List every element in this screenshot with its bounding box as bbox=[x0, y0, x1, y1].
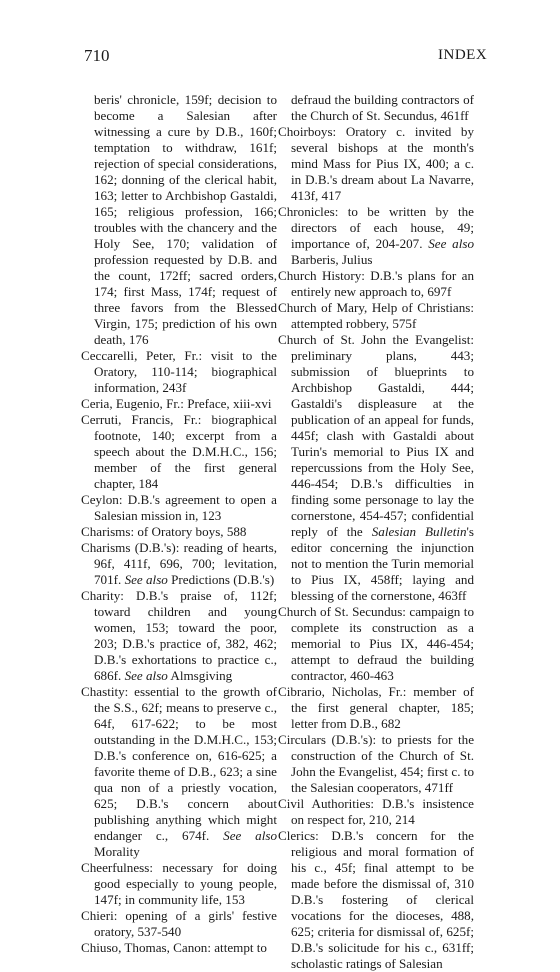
index-entry: Cibrario, Nicholas, Fr.: member of the first general chapter, 185; letter from D.B., 682 bbox=[278, 684, 474, 731]
index-entry: Charisms (D.B.'s): reading of hearts, 96f, 411f, 696, 700; levitation, 701f. See also Predictions (D.B.'s) bbox=[81, 540, 277, 587]
index-column-right bbox=[278, 92, 474, 972]
index-entry: Church History: D.B.'s plans for an entirely new approach to, 697f bbox=[278, 268, 474, 299]
index-column-left bbox=[81, 92, 277, 956]
index-entry: Circulars (D.B.'s): to priests for the construction of the Church of St. John the Evangelist, 454; first c. to the Salesian cooperators, 471ff bbox=[278, 732, 474, 795]
page-number: 710 bbox=[84, 46, 110, 65]
index-entry: Chronicles: to be written by the directors of each house, 49; importance of, 204-207. See also Barberis, Julius bbox=[278, 204, 474, 267]
index-entry: Choirboys: Oratory c. invited by several bishops at the month's mind Mass for Pius IX, 400; a c. in D.B.'s dream about La Navarre, 413f, 417 bbox=[278, 124, 474, 203]
index-entry: Charity: D.B.'s praise of, 112f; toward children and young women, 153; toward the poor, 203; D.B.'s practice of, 382, 462; D.B.'s exhortations to practice c., 686f. See also Almsgiving bbox=[81, 588, 277, 683]
index-entry: Cerruti, Francis, Fr.: biographical footnote, 140; excerpt from a speech about the D.M.H.C., 156; member of the first general chapter, 184 bbox=[81, 412, 277, 491]
index-entry: Church of Mary, Help of Christians: attempted robbery, 575f bbox=[278, 300, 474, 331]
index-entry: Church of St. John the Evangelist: preliminary plans, 443; submission of blueprints to Archbishop Gastaldi, 444; Gastaldi's displeasure at the publication of an appeal for funds, 445f; clash with Gastaldi about Turin's memorial to Pius IX and repercussions from the Holy See, 446-454; D.B.'s difficulties in finding some personage to lay the cornerstone, 454-457; confidential reply of the Salesian Bulletin's editor concerning the injunction not to mention the Turin memorial to Pius IX, 458ff; laying and blessing of the cornerstone, 463ff bbox=[278, 332, 474, 603]
index-entry: Church of St. Secundus: campaign to complete its construction as a memorial to Pius IX, 446-454; attempt to defraud the building contractor, 460-463 bbox=[278, 604, 474, 683]
index-entry-continued: defraud the building contractors of the Church of St. Secundus, 461ff bbox=[291, 92, 474, 123]
index-entry: Ceria, Eugenio, Fr.: Preface, xiii-xvi bbox=[81, 396, 272, 411]
index-entry-continued: beris' chronicle, 159f; decision to become a Salesian after witnessing a cure by D.B., 160f; temptation to withdraw, 161f; rejection of special considerations, 162; donning of the clerical habit, 163; letter to Archbishop Gastaldi, 165; religious profession, 166; troubles with the chancery and the Holy See, 170; validation of profession requested by D.B. and the count, 172ff; sacred orders, 174; first Mass, 174f; request of three favors from the Blessed Virgin, 175; prediction of his own death, 176 bbox=[94, 92, 277, 347]
index-entry: Chastity: essential to the growth of the S.S., 62f; means to preserve c., 64f, 617-622; to be most outstanding in the D.M.H.C., 153; D.B.'s conference on, 616-625; a favorite theme of D.B., 623; a sine qua non of a priestly vocation, 625; D.B.'s concern about publishing anything which might endanger c., 674f. See also Morality bbox=[81, 684, 277, 859]
index-entry: Cheerfulness: necessary for doing good especially to young people, 147f; in community life, 153 bbox=[81, 860, 277, 907]
index-entry: Charisms: of Oratory boys, 588 bbox=[81, 524, 247, 539]
index-entry: Chieri: opening of a girls' festive oratory, 537-540 bbox=[81, 908, 277, 939]
index-entry: Chiuso, Thomas, Canon: attempt to bbox=[81, 940, 267, 955]
index-entry: Ceylon: D.B.'s agreement to open a Salesian mission in, 123 bbox=[81, 492, 277, 523]
running-head: INDEX bbox=[438, 47, 488, 63]
index-entry: Civil Authorities: D.B.'s insistence on respect for, 210, 214 bbox=[278, 796, 474, 827]
index-entry: Clerics: D.B.'s concern for the religious and moral formation of his c., 45f; final attempt to be made before the dismissal of, 310 D.B.'s fostering of clerical vocations for the dioceses, 488, 625; criteria for dismissal of, 625f; D.B.'s solicitude for his c., 631ff; scholastic ratings of Salesian bbox=[278, 828, 474, 971]
index-entry: Ceccarelli, Peter, Fr.: visit to the Oratory, 110-114; biographical information, 243f bbox=[81, 348, 277, 395]
